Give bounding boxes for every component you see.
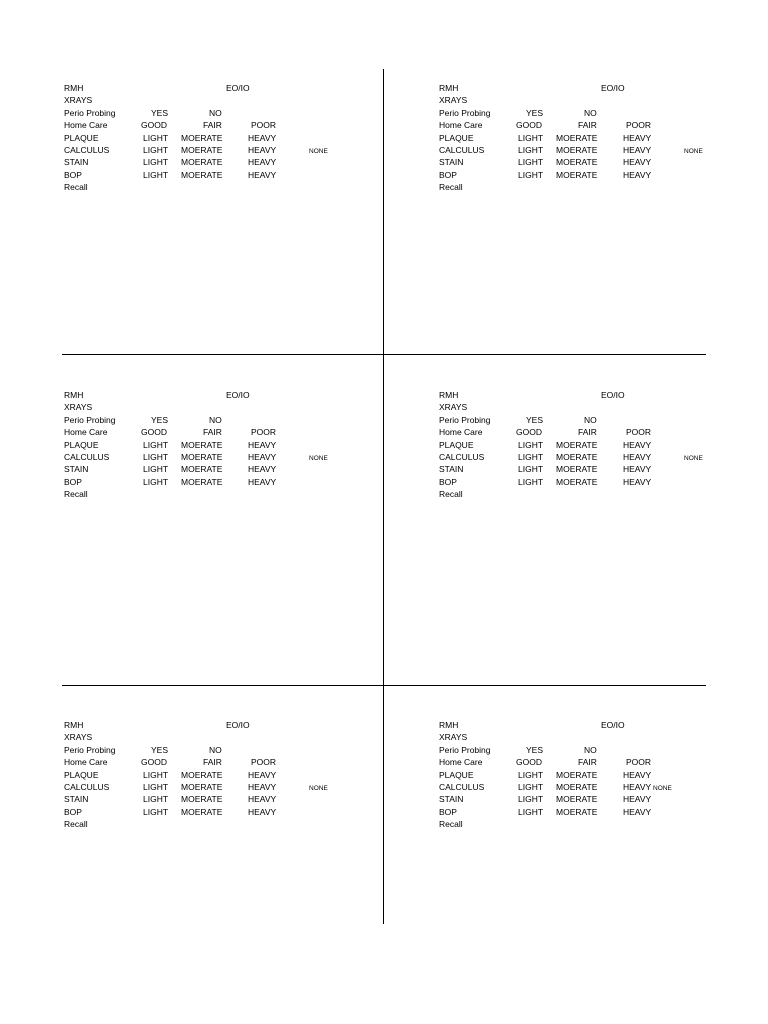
- stain-none-option: NONE: [309, 785, 328, 792]
- stain-light-option: LIGHT: [143, 157, 169, 168]
- stain-label: STAIN: [64, 794, 89, 805]
- stain-light-option: LIGHT: [518, 157, 544, 168]
- stain-light-option: LIGHT: [518, 464, 544, 475]
- recall-label: Recall: [64, 819, 88, 830]
- eo-io-label: EO/IO: [601, 83, 625, 93]
- calculus-light-option: LIGHT: [518, 452, 544, 462]
- home-care-poor-option: POOR: [626, 120, 652, 131]
- bop-heavy-option: HEAVY: [623, 476, 652, 487]
- bop-light-option: LIGHT: [143, 806, 169, 817]
- recall-label: Recall: [64, 182, 88, 193]
- home-care-label: Home Care: [64, 427, 108, 438]
- dental-checklist-card-5: [64, 719, 364, 869]
- bop-moerate-option: MOERATE: [181, 806, 223, 817]
- home-care-fair-option: FAIR: [578, 427, 597, 438]
- rmh-label: RMH: [64, 720, 84, 730]
- stain-heavy-option: HEAVY: [623, 794, 652, 805]
- horizontal-divider-bottom: [62, 685, 706, 686]
- stain-light-option: LIGHT: [518, 794, 544, 805]
- home-care-good-option: GOOD: [516, 427, 542, 438]
- calculus-label: CALCULUS: [439, 145, 485, 155]
- perio-no-option: NO: [584, 744, 597, 755]
- stain-label: STAIN: [64, 464, 89, 475]
- calculus-light-option: LIGHT: [518, 782, 544, 792]
- plaque-label: PLAQUE: [64, 132, 99, 143]
- eo-io-label: EO/IO: [601, 720, 625, 730]
- bop-moerate-option: MOERATE: [181, 169, 223, 180]
- horizontal-divider-top: [62, 354, 706, 355]
- plaque-label: PLAQUE: [64, 769, 99, 780]
- plaque-light-option: LIGHT: [143, 132, 169, 143]
- plaque-label: PLAQUE: [64, 439, 99, 450]
- plaque-moerate-option: MOERATE: [181, 439, 223, 450]
- bop-light-option: LIGHT: [143, 169, 169, 180]
- calculus-label: CALCULUS: [439, 782, 485, 792]
- stain-none-option: NONE: [684, 455, 703, 462]
- calculus-moerate-option: MOERATE: [181, 145, 223, 155]
- stain-heavy-option: HEAVY: [248, 157, 277, 168]
- perio-yes-option: YES: [151, 744, 169, 755]
- home-care-poor-option: POOR: [251, 427, 277, 438]
- home-care-label: Home Care: [439, 757, 483, 768]
- calculus-moerate-option: MOERATE: [556, 145, 598, 155]
- recall-label: Recall: [439, 489, 463, 500]
- bop-light-option: LIGHT: [518, 169, 544, 180]
- calculus-moerate-option: MOERATE: [556, 452, 598, 462]
- home-care-good-option: GOOD: [516, 120, 542, 131]
- rmh-label: RMH: [439, 390, 459, 400]
- calculus-heavy-option: HEAVY: [248, 782, 277, 792]
- eo-io-label: EO/IO: [226, 720, 250, 730]
- rmh-label: RMH: [64, 390, 84, 400]
- calculus-light-option: LIGHT: [518, 145, 544, 155]
- calculus-moerate-option: MOERATE: [556, 782, 598, 792]
- bop-heavy-option: HEAVY: [623, 169, 652, 180]
- bop-label: BOP: [64, 476, 82, 487]
- stain-label: STAIN: [64, 157, 89, 168]
- home-care-label: Home Care: [64, 757, 108, 768]
- perio-no-option: NO: [209, 744, 222, 755]
- rmh-label: RMH: [439, 83, 459, 93]
- perio-yes-option: YES: [526, 414, 544, 425]
- xrays-label: XRAYS: [439, 95, 468, 106]
- perio-probing-label: Perio Probing: [439, 107, 491, 118]
- plaque-heavy-option: HEAVY: [248, 769, 277, 780]
- bop-moerate-option: MOERATE: [556, 806, 598, 817]
- calculus-heavy-option: HEAVY: [248, 145, 277, 155]
- plaque-heavy-option: HEAVY: [623, 439, 652, 450]
- home-care-good-option: GOOD: [141, 427, 167, 438]
- home-care-fair-option: FAIR: [578, 757, 597, 768]
- home-care-good-option: GOOD: [516, 757, 542, 768]
- home-care-good-option: GOOD: [141, 120, 167, 131]
- stain-none-option: NONE: [653, 785, 672, 792]
- bop-heavy-option: HEAVY: [623, 806, 652, 817]
- stain-moerate-option: MOERATE: [556, 794, 598, 805]
- perio-probing-label: Perio Probing: [64, 107, 116, 118]
- home-care-label: Home Care: [439, 120, 483, 131]
- dental-checklist-card-3: [64, 389, 364, 539]
- bop-label: BOP: [439, 806, 457, 817]
- eo-io-label: EO/IO: [226, 390, 250, 400]
- plaque-light-option: LIGHT: [143, 439, 169, 450]
- perio-no-option: NO: [584, 414, 597, 425]
- vertical-divider: [383, 69, 384, 924]
- bop-label: BOP: [439, 476, 457, 487]
- home-care-label: Home Care: [439, 427, 483, 438]
- bop-label: BOP: [64, 169, 82, 180]
- eo-io-label: EO/IO: [601, 390, 625, 400]
- calculus-label: CALCULUS: [439, 452, 485, 462]
- plaque-label: PLAQUE: [439, 769, 474, 780]
- dental-checklist-card-2: [439, 82, 739, 232]
- eo-io-label: EO/IO: [226, 83, 250, 93]
- rmh-label: RMH: [439, 720, 459, 730]
- rmh-label: RMH: [64, 83, 84, 93]
- calculus-light-option: LIGHT: [143, 145, 169, 155]
- stain-heavy-option: HEAVY: [623, 464, 652, 475]
- plaque-moerate-option: MOERATE: [181, 769, 223, 780]
- bop-light-option: LIGHT: [143, 476, 169, 487]
- bop-light-option: LIGHT: [518, 476, 544, 487]
- home-care-poor-option: POOR: [626, 757, 652, 768]
- perio-probing-label: Perio Probing: [64, 744, 116, 755]
- xrays-label: XRAYS: [64, 95, 93, 106]
- calculus-label: CALCULUS: [64, 452, 110, 462]
- home-care-poor-option: POOR: [251, 757, 277, 768]
- bop-moerate-option: MOERATE: [556, 169, 598, 180]
- stain-heavy-option: HEAVY: [248, 794, 277, 805]
- stain-moerate-option: MOERATE: [181, 157, 223, 168]
- bop-light-option: LIGHT: [518, 806, 544, 817]
- perio-probing-label: Perio Probing: [64, 414, 116, 425]
- perio-probing-label: Perio Probing: [439, 744, 491, 755]
- dental-checklist-card-6: [439, 719, 739, 869]
- calculus-light-option: LIGHT: [143, 452, 169, 462]
- stain-label: STAIN: [439, 464, 464, 475]
- perio-no-option: NO: [209, 107, 222, 118]
- recall-label: Recall: [439, 182, 463, 193]
- home-care-good-option: GOOD: [141, 757, 167, 768]
- xrays-label: XRAYS: [64, 732, 93, 743]
- calculus-moerate-option: MOERATE: [181, 452, 223, 462]
- calculus-heavy-option: HEAVY: [248, 452, 277, 462]
- perio-no-option: NO: [584, 107, 597, 118]
- home-care-fair-option: FAIR: [203, 427, 222, 438]
- plaque-moerate-option: MOERATE: [181, 132, 223, 143]
- perio-yes-option: YES: [151, 107, 169, 118]
- plaque-moerate-option: MOERATE: [556, 132, 598, 143]
- bop-label: BOP: [64, 806, 82, 817]
- calculus-label: CALCULUS: [64, 145, 110, 155]
- bop-moerate-option: MOERATE: [181, 476, 223, 487]
- xrays-label: XRAYS: [439, 402, 468, 413]
- stain-heavy-option: HEAVY: [623, 157, 652, 168]
- bop-heavy-option: HEAVY: [248, 169, 277, 180]
- plaque-moerate-option: MOERATE: [556, 439, 598, 450]
- calculus-label: CALCULUS: [64, 782, 110, 792]
- stain-label: STAIN: [439, 794, 464, 805]
- plaque-light-option: LIGHT: [518, 439, 544, 450]
- calculus-heavy-option: HEAVY: [623, 452, 652, 462]
- bop-moerate-option: MOERATE: [556, 476, 598, 487]
- stain-light-option: LIGHT: [143, 794, 169, 805]
- home-care-fair-option: FAIR: [578, 120, 597, 131]
- home-care-fair-option: FAIR: [203, 120, 222, 131]
- calculus-heavy-option: HEAVY: [623, 782, 652, 792]
- perio-yes-option: YES: [526, 107, 544, 118]
- stain-none-option: NONE: [309, 148, 328, 155]
- calculus-heavy-option: HEAVY: [623, 145, 652, 155]
- recall-label: Recall: [64, 489, 88, 500]
- xrays-label: XRAYS: [64, 402, 93, 413]
- stain-none-option: NONE: [309, 455, 328, 462]
- perio-yes-option: YES: [526, 744, 544, 755]
- bop-heavy-option: HEAVY: [248, 806, 277, 817]
- home-care-poor-option: POOR: [251, 120, 277, 131]
- stain-heavy-option: HEAVY: [248, 464, 277, 475]
- perio-yes-option: YES: [151, 414, 169, 425]
- stain-moerate-option: MOERATE: [556, 157, 598, 168]
- dental-checklist-card-1: [64, 82, 364, 232]
- plaque-label: PLAQUE: [439, 132, 474, 143]
- stain-moerate-option: MOERATE: [181, 464, 223, 475]
- calculus-moerate-option: MOERATE: [181, 782, 223, 792]
- bop-heavy-option: HEAVY: [248, 476, 277, 487]
- plaque-heavy-option: HEAVY: [623, 769, 652, 780]
- plaque-light-option: LIGHT: [518, 769, 544, 780]
- plaque-light-option: LIGHT: [143, 769, 169, 780]
- plaque-moerate-option: MOERATE: [556, 769, 598, 780]
- plaque-heavy-option: HEAVY: [623, 132, 652, 143]
- stain-moerate-option: MOERATE: [556, 464, 598, 475]
- home-care-poor-option: POOR: [626, 427, 652, 438]
- plaque-light-option: LIGHT: [518, 132, 544, 143]
- bop-label: BOP: [439, 169, 457, 180]
- plaque-label: PLAQUE: [439, 439, 474, 450]
- stain-label: STAIN: [439, 157, 464, 168]
- home-care-fair-option: FAIR: [203, 757, 222, 768]
- plaque-heavy-option: HEAVY: [248, 132, 277, 143]
- home-care-label: Home Care: [64, 120, 108, 131]
- recall-label: Recall: [439, 819, 463, 830]
- perio-no-option: NO: [209, 414, 222, 425]
- stain-none-option: NONE: [684, 148, 703, 155]
- calculus-light-option: LIGHT: [143, 782, 169, 792]
- perio-probing-label: Perio Probing: [439, 414, 491, 425]
- dental-checklist-card-4: [439, 389, 739, 539]
- stain-light-option: LIGHT: [143, 464, 169, 475]
- xrays-label: XRAYS: [439, 732, 468, 743]
- stain-moerate-option: MOERATE: [181, 794, 223, 805]
- plaque-heavy-option: HEAVY: [248, 439, 277, 450]
